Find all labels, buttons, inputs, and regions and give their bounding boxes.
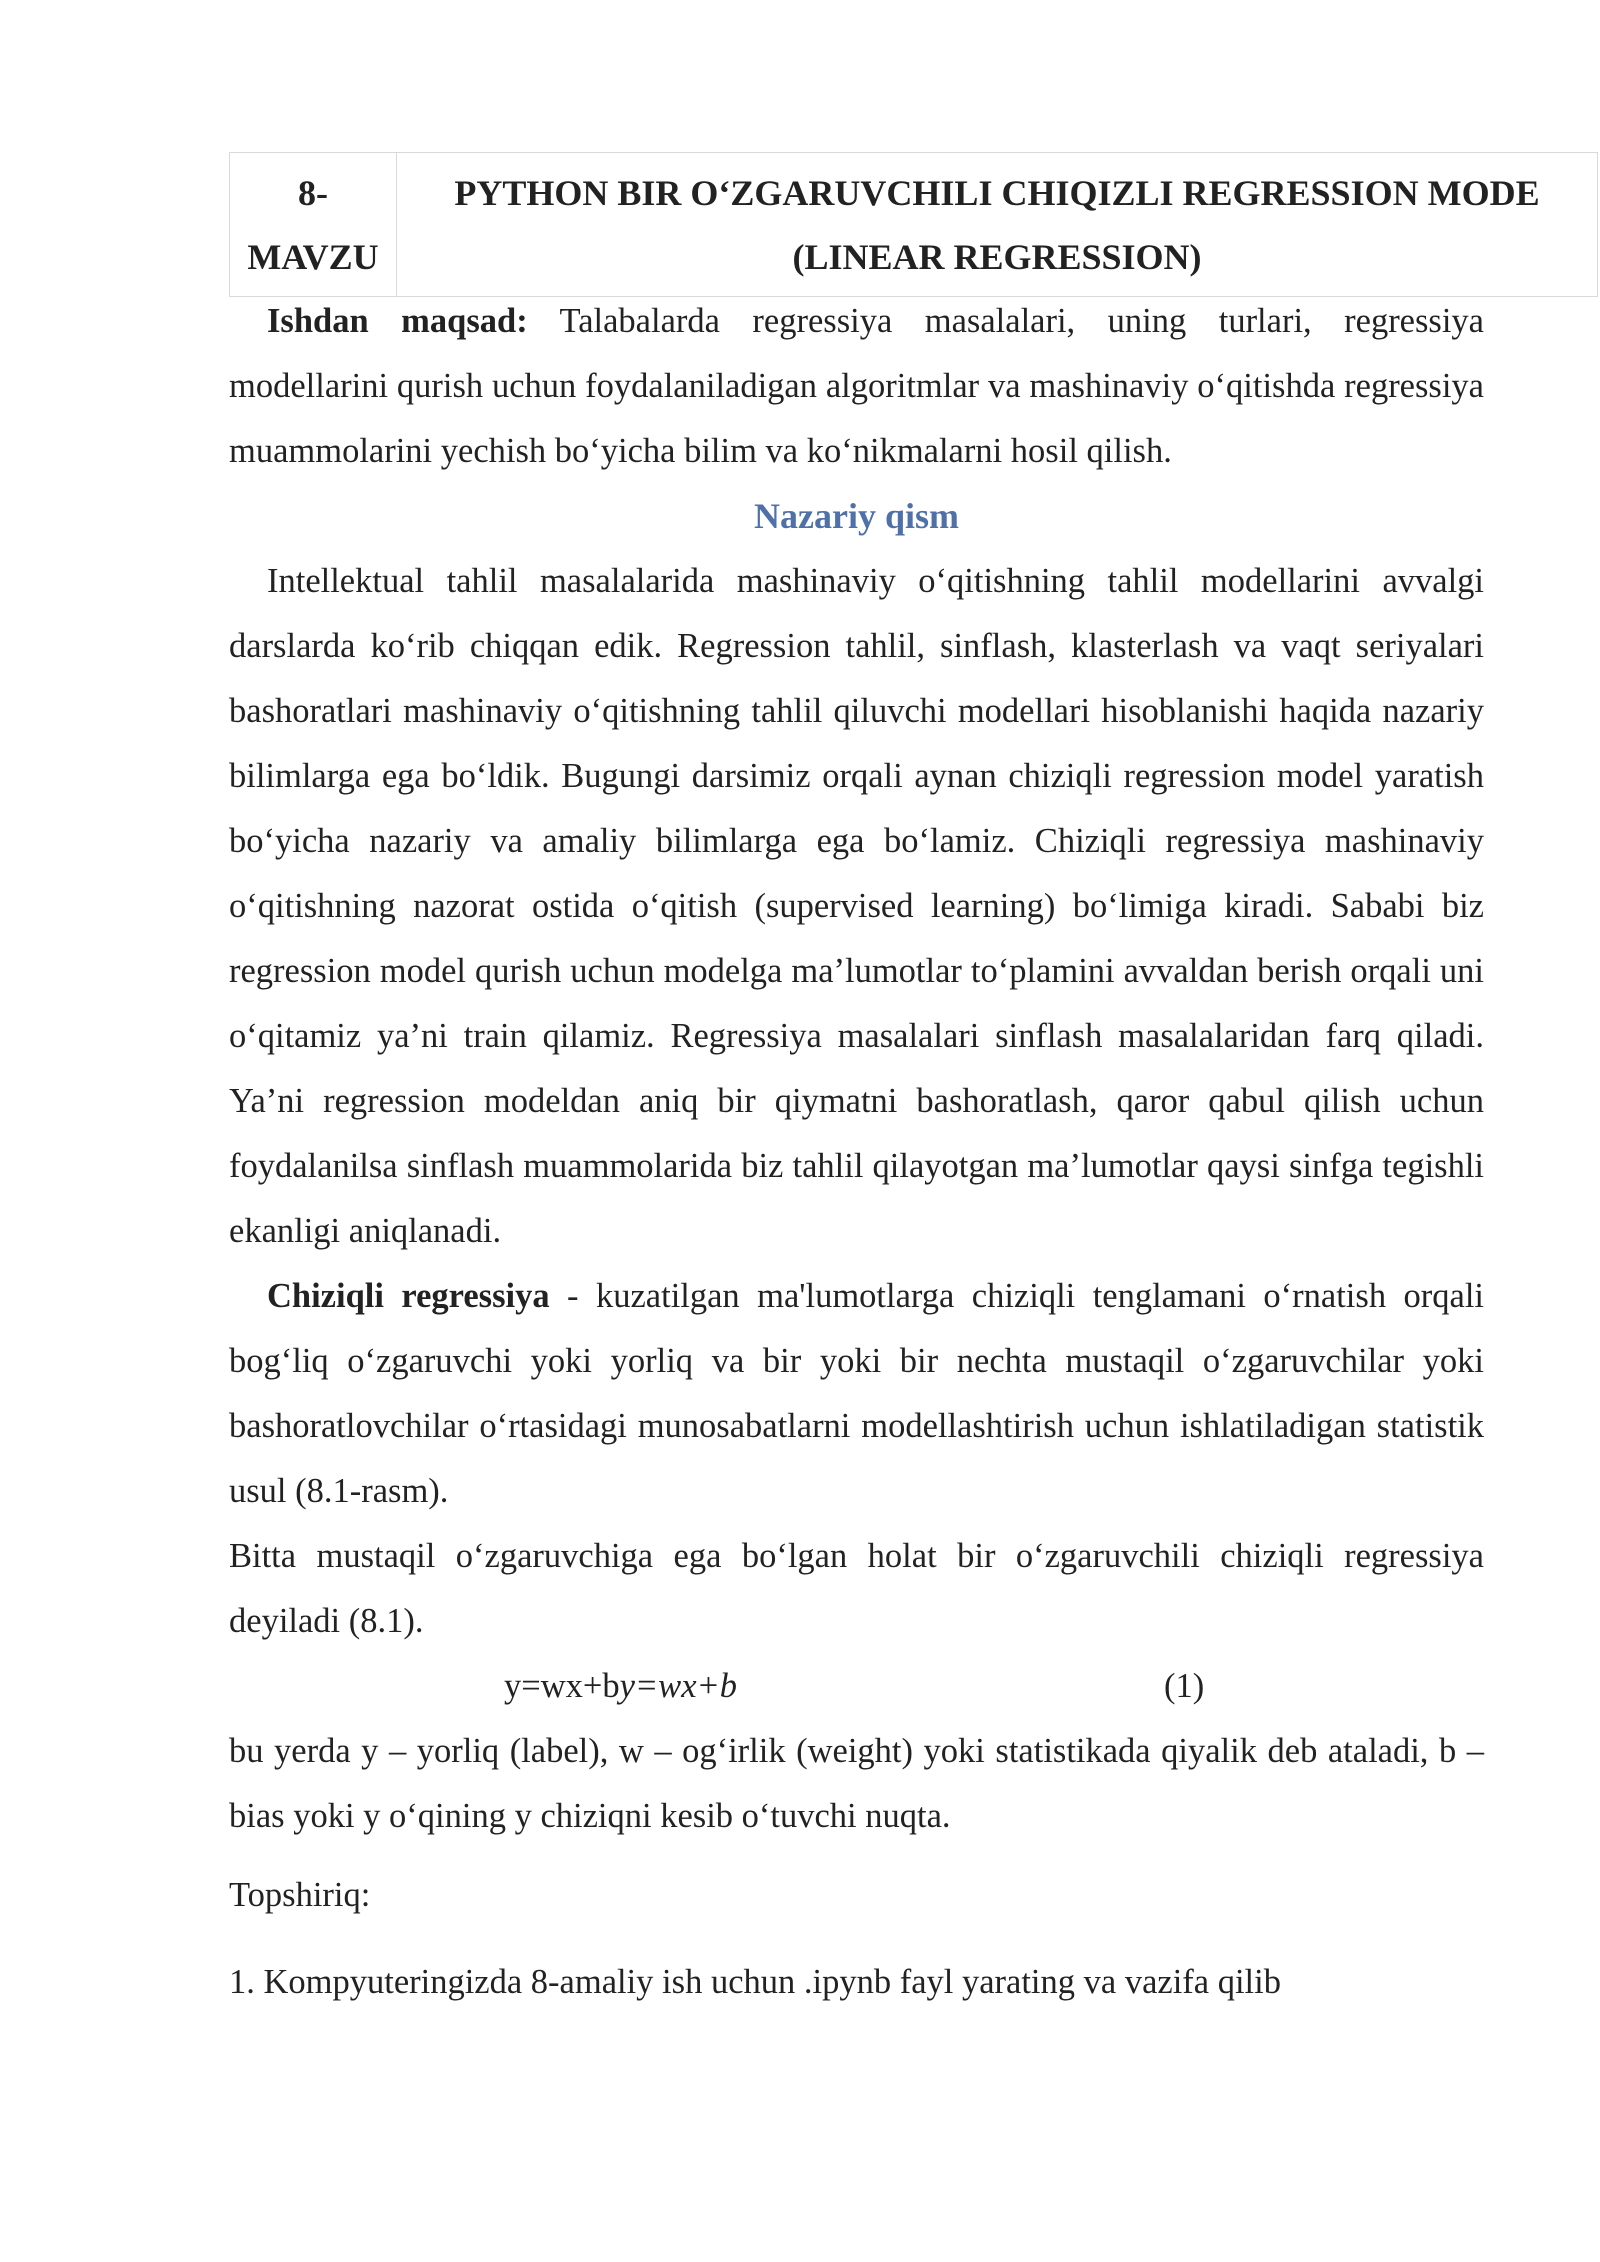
single-variable-paragraph: Bitta mustaqil o‘zgaruvchiga ega bo‘lgan holat bir o‘zgaruvchili chiziqli regressiya deyiladi (8.1). — [229, 1537, 1484, 1640]
formula-plain: y=wx+b — [504, 1667, 620, 1705]
definition-text: - kuzatilgan ma'lumotlarga chiziqli tenglamani o‘rnatish orqali bog‘liq o‘zgaruvchi yoki yorliq va bir yoki bir nechta mustaqil o‘zgaruvchilar yoki bashoratlovchilar o‘rtasidagi munosabatlarni modellashtirish uchun ishlatiladigan statistik usul (8.1-rasm). — [229, 1277, 1484, 1510]
regression-formula — [504, 1654, 737, 1719]
topic-title-line1: PYTHON BIR O‘ZGARUVCHILI CHIQIZLI REGRESSION MODE — [454, 172, 1540, 213]
definition-term: Chiziqli regressiya — [267, 1277, 550, 1315]
goal-label: Ishdan maqsad: — [267, 302, 528, 340]
definition-paragraph — [229, 1264, 1484, 1524]
topic-title-cell — [397, 153, 1597, 296]
topic-header-table — [229, 152, 1598, 297]
formula-italic: y=wx+b — [619, 1667, 738, 1705]
document-body — [229, 289, 1484, 2015]
topic-number: 8- — [298, 172, 328, 213]
task-heading: Topshiriq: — [229, 1876, 371, 1914]
formula-number: (1) — [1164, 1667, 1205, 1705]
goal-paragraph — [229, 289, 1484, 484]
theory-paragraph: Intellektual tahlil masalalarida mashinaviy o‘qitishning tahlil modellarini avvalgi darslarda ko‘rib chiqqan edik. Regression tahlil, sinflash, klasterlash va vaqt seriyalari bashoratlari mashinaviy o‘qitishning tahlil qiluvchi modellari hisoblanishi haqida nazariy bilimlarga ega bo‘ldik. Bugungi darsimiz orqali aynan chiziqli regression model yaratish bo‘yicha nazariy va amaliy bilimlarga ega bo‘lamiz. Chiziqli regressiya mashinaviy o‘qitishning nazorat ostida o‘qitish (supervised learning) bo‘limiga kiradi. Sababi biz regression model qurish uchun modelga ma’lumotlar to‘plamini avvaldan berish orqali uni o‘qitamiz ya’ni train qilamiz. Regressiya masalalari sinflash masalalaridan farq qiladi. Ya’ni regression modeldan aniq bir qiymatni bashoratlash, qaror qabul qilish uchun foydalanilsa sinflash muammolarida biz tahlil qilayotgan ma’lumotlar qaysi sinfga tegishli ekanligi aniqlanadi. — [229, 562, 1484, 1250]
theory-heading: Nazariy qism — [754, 496, 959, 536]
task-item: 1. Kompyuteringizda 8-amaliy ish uchun .ipynb fayl yarating va vazifa qilib — [229, 1963, 1281, 2001]
topic-number-cell — [230, 153, 397, 296]
topic-word: MAVZU — [247, 236, 379, 277]
formula-line — [229, 1654, 1484, 1719]
goal-text: Talabalarda regressiya masalalari, uning turlari, regressiya modellarini qurish uchun foydalaniladigan algoritmlar va mashinaviy o‘qitishda regressiya muammolarini yechish bo‘yicha bilim va ko‘nikmalarni hosil qilish. — [229, 302, 1484, 470]
topic-title-line2: (LINEAR REGRESSION) — [792, 236, 1202, 277]
explanation-paragraph: bu yerda y – yorliq (label), w – og‘irlik (weight) yoki statistikada qiyalik deb ataladi, b – bias yoki y o‘qining y chiziqni kesib o‘tuvchi nuqta. — [229, 1732, 1484, 1835]
